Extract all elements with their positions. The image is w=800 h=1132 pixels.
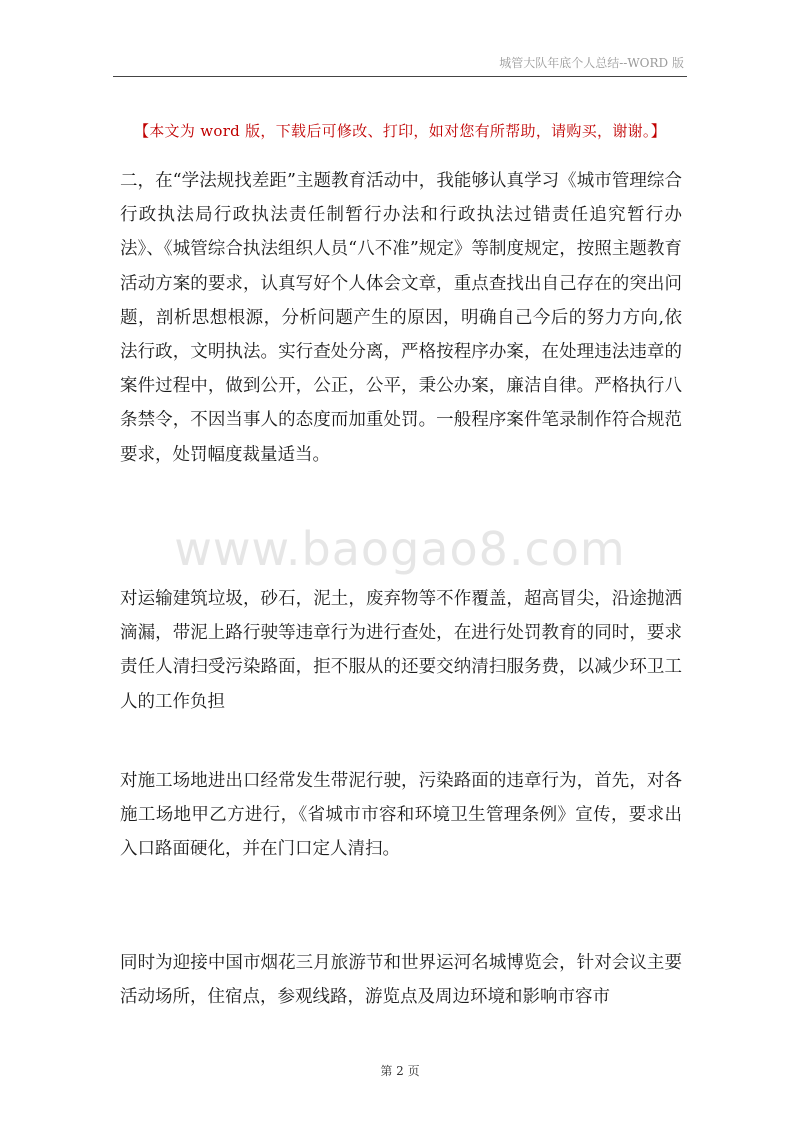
body-paragraph-1: 二，在“学法规找差距”主题教育活动中，我能够认真学习《城市管理综合行政执法局行政执法责任制暂行办法和行政执法过错责任追究暂行办法》、《城管综合执法组织人员“八不准”规定》等制度规定，按照主题教育活动方案的要求，认真写好个人体会文章，重点查找出自己存在的突出问题，剖析思想根源，分析问题产生的原因，明确自己今后的努力方向,依法行政，文明执法。实行查处分离，严格按程序办案，在处理违法违章的案件过程中，做到公开，公正，公平，秉公办案，廉洁自律。严格执行八条禁令，不因当事人的态度而加重处罚。一般程序案件笔录制作符合规范要求，处罚幅度裁量适当。 (120, 171, 682, 465)
header-title: 城管大队年底个人总结--WORD 版 (499, 56, 684, 70)
watermark: www.baogao8.com (174, 522, 626, 576)
body-paragraph-2: 对运输建筑垃圾，砂石，泥土，废弃物等不作覆盖，超高冒尖，沿途抛洒滴漏，带泥上路行驶等违章行为进行查处，在进行处罚教育的同时，要求责任人清扫受污染路面，拒不服从的还要交纳清扫服务费，以减少环卫工人的工作负担 (120, 589, 682, 712)
header-divider (113, 76, 687, 77)
body-paragraph-3: 对施工场地进出口经常发生带泥行驶，污染路面的违章行为，首先，对各施工场地甲乙方进行，《省城市市容和环境卫生管理条例》宣传，要求出入口路面硬化，并在门口定人清扫。 (120, 771, 682, 860)
page-number: 第 2 页 (380, 1064, 420, 1078)
purchase-notice: 【本文为 word 版，下载后可修改、打印，如对您有所帮助，请购买，谢谢。】 (133, 122, 667, 140)
body-paragraph-4: 同时为迎接中国市烟花三月旅游节和世界运河名城博览会，针对会议主要活动场所，住宿点，参观线路，游览点及周边环境和影响市容市 (120, 953, 682, 1008)
